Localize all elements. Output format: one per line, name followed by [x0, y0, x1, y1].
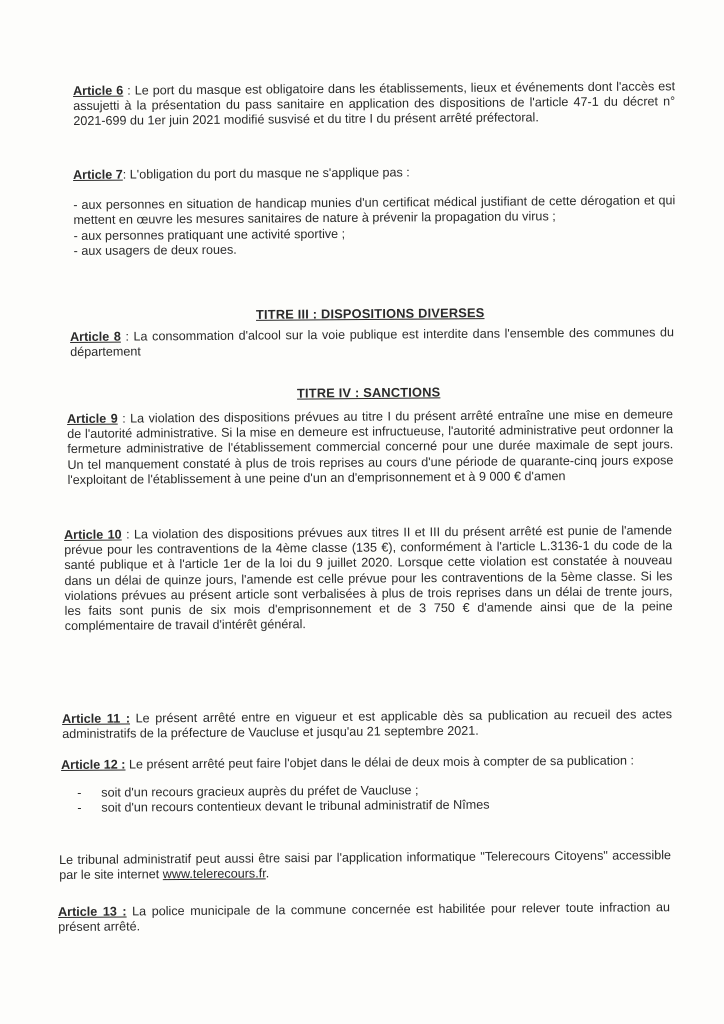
article-7-intro: : L'obligation du port du masque ne s'applique pas :: [122, 165, 410, 182]
article-6-label: Article 6: [73, 83, 124, 98]
article-7-list: [73, 193, 675, 259]
article-12-label: Article 12 :: [61, 757, 126, 772]
article-10-label: Article 10: [64, 527, 122, 542]
article-12: [61, 753, 671, 816]
titre-3-heading: TITRE III : DISPOSITIONS DIVERSES: [255, 305, 485, 322]
titre-4-heading: TITRE IV : SANCTIONS: [296, 384, 441, 401]
article-12-bullets: [73, 781, 671, 816]
article-8-label: Article 8: [70, 329, 121, 344]
article-6: [73, 79, 675, 129]
article-11-label: Article 11 :: [62, 711, 131, 726]
article-6-text: : Le port du masque est obligatoire dans les établissements, lieux et événements dont l'accès est assujetti à la présentation du pass sanitaire en application des dispositions de l'article 47-1 du décret n° 2021-699 du 1er juin 2021 modifié susvisé et du titre I du présent arrêté préfectoral.: [73, 79, 676, 129]
article-13: [58, 900, 670, 935]
article-7: [73, 163, 676, 259]
article-7-item: - aux personnes en situation de handicap munies d'un certificat médical justifiant de cette dérogation et qui mettent en œuvre les mesures sanitaires de nature à prévenir la propagation du virus ;: [73, 193, 676, 228]
article-7-item: - aux personnes pratiquant une activité sportive ;: [73, 226, 346, 243]
article-8: [70, 325, 674, 360]
article-9-label: Article 9: [67, 411, 118, 426]
article-9-text: : La violation des dispositions prévues au titre I du présent arrêté entraîne une mise en demeure de l'autorité administrative. Si la mise en demeure est infructueuse, l'autorité administrative peut ordonner la fermeture administrative de l'établissement commercial concerné pour une durée maximale de sept jours. Un tel manquement constaté à plus de trois reprises au cours d'une période de quarante-cinq jours expose l'exploitant de l'établissement à une peine d'un an d'emprisonnement et à 9 000 € d'amen: [67, 407, 674, 487]
article-7-label: Article 7: [73, 167, 123, 182]
article-11-text: Le présent arrêté entre en vigueur et est applicable dès sa publication au recueil des actes administratifs de la préfecture de Vaucluse et jusqu'au 21 septembre 2021.: [62, 707, 673, 742]
dash-icon: -: [77, 786, 82, 801]
tribunal-text: Le tribunal administratif peut aussi être saisi par l'application informatique "Telerecours Citoyens" accessible par le site internet: [59, 848, 672, 883]
list-item-text: soit d'un recours contentieux devant le tribunal administratif de Nîmes: [101, 798, 490, 816]
dash-icon: -: [77, 801, 82, 816]
article-11: [62, 707, 672, 742]
list-item-text: soit d'un recours gracieux auprès du préfet de Vaucluse ;: [101, 783, 419, 800]
article-8-text: : La consommation d'alcool sur la voie publique est interdite dans l'ensemble des communes du département: [70, 325, 675, 360]
telerecours-link[interactable]: www.telerecours.fr: [162, 866, 266, 882]
article-10-text: : La violation des dispositions prévues aux titres II et III du présent arrêté est punie de l'amende prévue pour les contraventions de la 4ème classe (135 €), conformément à l'article L.3136-1 du code de la santé publique et à l'article 1er de la loi du 9 juillet 2020. Lorsque cette violation est constatée à nouveau dans un délai de quinze jours, l'amende est celle prévue pour les contraventions de la 5ème classe. Si les violations prévues au présent article sont verbalisées à plus de trois reprises dans un délai de trente jours, les faits sont punis de six mois d'emprisonnement et de 3 750 € d'amende ainsi que de la peine complémentaire de travail d'intérêt général.: [64, 523, 673, 634]
article-10: [64, 523, 673, 634]
tribunal-paragraph: [59, 848, 671, 883]
article-7-item: - aux usagers de deux roues.: [73, 242, 237, 258]
article-13-label: Article 13 :: [58, 904, 127, 919]
article-12-text: Le présent arrêté peut faire l'objet dans le délai de deux mois à compter de sa publication :: [125, 753, 635, 772]
article-9: [67, 407, 674, 488]
article-13-text: La police municipale de la commune concernée est habilitée pour relever toute infraction au présent arrêté.: [58, 900, 671, 935]
tribunal-end: .: [265, 866, 270, 881]
